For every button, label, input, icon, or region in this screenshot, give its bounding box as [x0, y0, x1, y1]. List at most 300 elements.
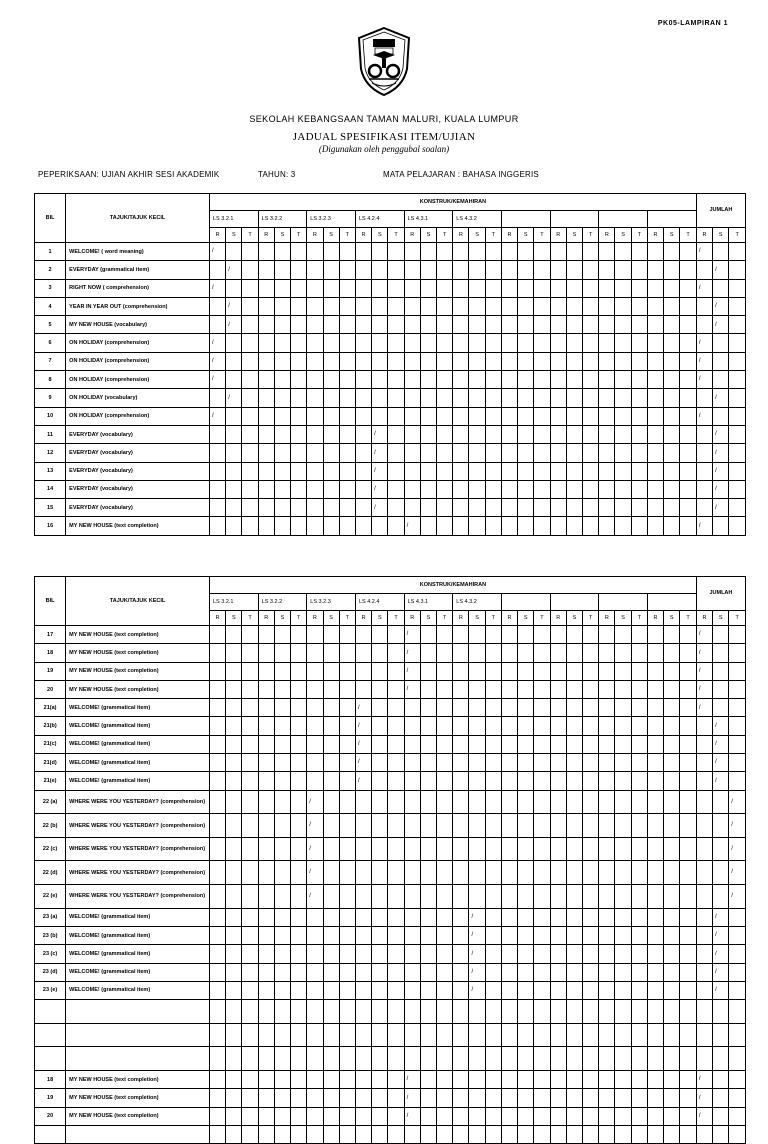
empty-cell — [209, 981, 225, 999]
empty-cell — [534, 261, 550, 279]
empty-cell — [258, 644, 274, 662]
empty-cell — [566, 680, 582, 698]
total-tick-mark: / — [713, 717, 729, 735]
total-tick-mark: / — [713, 444, 729, 462]
empty-cell — [485, 699, 501, 717]
total-tick-mark: / — [713, 499, 729, 517]
empty-cell — [647, 243, 663, 261]
row-topic: ON HOLIDAY (comprehension) — [66, 407, 210, 425]
empty-cell — [664, 717, 680, 735]
empty-cell — [566, 499, 582, 517]
empty-cell — [664, 371, 680, 389]
empty-cell — [615, 261, 631, 279]
empty-cell — [615, 626, 631, 644]
empty-cell — [583, 444, 599, 462]
empty-cell — [566, 981, 582, 999]
empty-cell — [485, 389, 501, 407]
empty-cell — [420, 352, 436, 370]
empty-cell — [274, 1023, 290, 1047]
empty-cell — [550, 261, 566, 279]
total-tick-mark: / — [713, 945, 729, 963]
empty-cell — [323, 1047, 339, 1071]
tick-mark: / — [372, 425, 388, 443]
empty-cell — [469, 407, 485, 425]
tick-mark: / — [226, 316, 242, 334]
level-header: T — [729, 228, 746, 243]
empty-cell — [323, 371, 339, 389]
empty-cell — [323, 389, 339, 407]
empty-cell — [729, 662, 746, 680]
empty-cell — [566, 389, 582, 407]
empty-cell — [583, 462, 599, 480]
table-row — [35, 837, 746, 861]
empty-cell — [453, 945, 469, 963]
empty-cell — [323, 772, 339, 790]
empty-cell — [242, 462, 258, 480]
level-header: T — [339, 611, 355, 626]
empty-cell — [274, 279, 290, 297]
empty-cell — [680, 1125, 697, 1143]
empty-cell — [550, 735, 566, 753]
tick-mark: / — [355, 735, 371, 753]
level-header: R — [258, 611, 274, 626]
empty-cell — [534, 407, 550, 425]
empty-cell — [680, 243, 697, 261]
empty-cell — [599, 480, 615, 498]
empty-cell — [258, 754, 274, 772]
document-title: JADUAL SPESIFIKASI ITEM/UJIAN — [292, 131, 476, 143]
empty-cell — [647, 316, 663, 334]
row-topic: MY NEW HOUSE (text completion) — [66, 1107, 210, 1125]
empty-cell — [583, 261, 599, 279]
level-header: R — [453, 611, 469, 626]
table-row — [35, 717, 746, 735]
empty-cell — [680, 425, 697, 443]
empty-cell — [550, 908, 566, 926]
empty-cell — [713, 1089, 729, 1107]
level-header: T — [437, 228, 453, 243]
empty-cell — [599, 389, 615, 407]
level-header: S — [469, 611, 485, 626]
empty-cell — [696, 425, 712, 443]
row-number: 19 — [35, 1089, 66, 1107]
empty-cell — [420, 334, 436, 352]
empty-cell — [647, 644, 663, 662]
empty-cell — [355, 926, 371, 944]
total-tick-mark: / — [713, 735, 729, 753]
skill-code-header — [501, 211, 550, 228]
empty-cell — [599, 963, 615, 981]
empty-cell — [729, 626, 746, 644]
empty-cell — [501, 1107, 517, 1125]
empty-cell — [550, 1000, 566, 1024]
tick-mark: / — [355, 754, 371, 772]
table-row — [35, 908, 746, 926]
total-tick-mark: / — [713, 462, 729, 480]
empty-cell — [615, 480, 631, 498]
empty-cell — [599, 1089, 615, 1107]
empty-cell — [615, 1125, 631, 1143]
empty-cell — [631, 407, 647, 425]
empty-cell — [355, 499, 371, 517]
empty-cell — [388, 908, 404, 926]
empty-cell — [258, 352, 274, 370]
empty-cell — [599, 316, 615, 334]
row-number: 12 — [35, 444, 66, 462]
empty-cell — [550, 334, 566, 352]
row-number: 16 — [35, 517, 66, 535]
level-header: S — [713, 228, 729, 243]
row-topic: WELCOME! (grammatical item) — [66, 717, 210, 735]
row-number: 21(e) — [35, 772, 66, 790]
empty-cell — [388, 499, 404, 517]
level-header: R — [404, 611, 420, 626]
empty-cell — [372, 981, 388, 999]
empty-cell — [599, 444, 615, 462]
empty-cell — [583, 754, 599, 772]
empty-cell — [631, 885, 647, 909]
empty-cell — [680, 1023, 697, 1047]
empty-cell — [274, 371, 290, 389]
empty-cell — [664, 626, 680, 644]
empty-cell — [226, 1070, 242, 1088]
row-topic: EVERYDAY (vocabulary) — [66, 425, 210, 443]
total-tick-mark: / — [696, 644, 712, 662]
tick-mark: / — [372, 499, 388, 517]
empty-cell — [437, 626, 453, 644]
empty-cell — [583, 772, 599, 790]
empty-cell — [355, 861, 371, 885]
empty-cell — [680, 1000, 697, 1024]
empty-cell — [437, 1070, 453, 1088]
empty-cell — [550, 981, 566, 999]
empty-cell — [453, 316, 469, 334]
skill-code-header: LS 4.3.2 — [453, 594, 502, 611]
empty-cell — [437, 334, 453, 352]
empty-cell — [615, 1000, 631, 1024]
empty-cell — [388, 297, 404, 315]
empty-cell — [713, 517, 729, 535]
empty-cell — [469, 389, 485, 407]
empty-cell — [339, 885, 355, 909]
empty-cell — [437, 861, 453, 885]
empty-cell — [453, 389, 469, 407]
document-subtitle: (Digunakan oleh penggubal soalan) — [318, 144, 450, 154]
table-row — [35, 1107, 746, 1125]
empty-cell — [534, 425, 550, 443]
empty-cell — [615, 754, 631, 772]
empty-cell — [583, 1047, 599, 1071]
empty-cell — [729, 717, 746, 735]
empty-cell — [453, 908, 469, 926]
row-topic: WELCOME! (grammatical item) — [66, 981, 210, 999]
empty-cell — [258, 837, 274, 861]
empty-cell — [647, 1023, 663, 1047]
empty-cell — [615, 963, 631, 981]
empty-cell — [599, 790, 615, 814]
empty-cell — [226, 662, 242, 680]
empty-cell — [550, 480, 566, 498]
empty-cell — [339, 499, 355, 517]
empty-cell — [372, 662, 388, 680]
empty-cell — [209, 790, 225, 814]
empty-cell — [258, 680, 274, 698]
empty-cell — [631, 717, 647, 735]
empty-cell — [469, 1023, 485, 1047]
row-number: 18 — [35, 644, 66, 662]
empty-cell — [258, 772, 274, 790]
empty-cell — [291, 662, 307, 680]
level-header: S — [566, 228, 582, 243]
empty-cell — [291, 861, 307, 885]
empty-cell — [420, 261, 436, 279]
empty-cell — [583, 735, 599, 753]
empty-cell — [258, 480, 274, 498]
empty-cell — [713, 1000, 729, 1024]
level-header: R — [647, 611, 663, 626]
empty-cell — [518, 316, 534, 334]
empty-cell — [209, 462, 225, 480]
row-number: 13 — [35, 462, 66, 480]
empty-cell — [534, 908, 550, 926]
empty-cell — [339, 279, 355, 297]
empty-cell — [209, 945, 225, 963]
empty-cell — [485, 352, 501, 370]
empty-cell — [388, 1047, 404, 1071]
empty-cell — [453, 1089, 469, 1107]
empty-cell — [485, 1070, 501, 1088]
empty-cell — [453, 1000, 469, 1024]
empty-cell — [355, 1089, 371, 1107]
level-header: T — [242, 228, 258, 243]
empty-cell — [274, 261, 290, 279]
empty-cell — [437, 644, 453, 662]
empty-cell — [680, 837, 697, 861]
empty-cell — [631, 462, 647, 480]
empty-cell — [583, 352, 599, 370]
empty-cell — [599, 334, 615, 352]
empty-cell — [339, 926, 355, 944]
empty-cell — [713, 790, 729, 814]
row-topic: YEAR IN YEAR OUT (comprehension) — [66, 297, 210, 315]
total-tick-mark: / — [713, 772, 729, 790]
empty-cell — [274, 517, 290, 535]
table-row — [35, 981, 746, 999]
empty-cell — [518, 772, 534, 790]
empty-cell — [631, 699, 647, 717]
empty-cell — [355, 261, 371, 279]
empty-cell — [631, 662, 647, 680]
empty-cell — [647, 662, 663, 680]
empty-cell — [501, 1047, 517, 1071]
empty-cell — [647, 389, 663, 407]
empty-cell — [534, 680, 550, 698]
empty-cell — [323, 480, 339, 498]
empty-cell — [453, 1023, 469, 1047]
empty-cell — [599, 297, 615, 315]
empty-cell — [258, 1107, 274, 1125]
empty-cell — [583, 334, 599, 352]
empty-cell — [631, 837, 647, 861]
empty-cell — [713, 1107, 729, 1125]
empty-cell — [291, 735, 307, 753]
empty-cell — [680, 885, 697, 909]
empty-cell — [307, 699, 323, 717]
empty-cell — [680, 1047, 697, 1071]
empty-cell — [469, 261, 485, 279]
empty-cell — [372, 352, 388, 370]
empty-cell — [550, 316, 566, 334]
empty-cell — [696, 981, 712, 999]
empty-cell — [274, 772, 290, 790]
empty-cell — [339, 1070, 355, 1088]
tick-mark: / — [355, 699, 371, 717]
empty-cell — [583, 1089, 599, 1107]
empty-cell — [323, 790, 339, 814]
empty-cell — [242, 352, 258, 370]
level-header: S — [323, 611, 339, 626]
empty-cell — [274, 717, 290, 735]
level-header: R — [501, 611, 517, 626]
empty-cell — [550, 680, 566, 698]
empty-cell — [664, 243, 680, 261]
empty-cell — [307, 772, 323, 790]
empty-cell — [566, 1070, 582, 1088]
empty-cell — [355, 407, 371, 425]
empty-cell — [404, 499, 420, 517]
empty-cell — [388, 425, 404, 443]
empty-cell — [437, 814, 453, 838]
empty-cell — [615, 644, 631, 662]
empty-cell — [420, 371, 436, 389]
empty-cell — [355, 1047, 371, 1071]
empty-cell — [226, 462, 242, 480]
spec-table-2 — [34, 576, 746, 1144]
empty-cell — [355, 644, 371, 662]
empty-cell — [242, 389, 258, 407]
empty-cell — [469, 861, 485, 885]
empty-cell — [339, 662, 355, 680]
empty-cell — [729, 462, 746, 480]
empty-cell — [291, 1089, 307, 1107]
row-topic: WHERE WERE YOU YESTERDAY? (comprehension) — [66, 790, 210, 814]
level-header: R — [501, 228, 517, 243]
empty-cell — [242, 316, 258, 334]
row-topic: RIGHT NOW ( comprehension) — [66, 279, 210, 297]
empty-cell — [518, 1047, 534, 1071]
empty-cell — [242, 1107, 258, 1125]
empty-cell — [258, 1000, 274, 1024]
empty-cell — [729, 444, 746, 462]
empty-cell — [550, 462, 566, 480]
empty-cell — [518, 444, 534, 462]
empty-cell — [696, 389, 712, 407]
empty-cell — [696, 297, 712, 315]
table-row — [35, 1000, 746, 1024]
level-header: T — [242, 611, 258, 626]
empty-cell — [437, 389, 453, 407]
empty-cell — [323, 1000, 339, 1024]
table-row — [35, 371, 746, 389]
empty-cell — [242, 425, 258, 443]
empty-cell — [420, 1070, 436, 1088]
empty-cell — [339, 334, 355, 352]
row-topic: EVERYDAY (vocabulary) — [66, 480, 210, 498]
empty-cell — [437, 1089, 453, 1107]
empty-cell — [437, 462, 453, 480]
empty-cell — [291, 261, 307, 279]
row-topic: MY NEW HOUSE (text completion) — [66, 1089, 210, 1107]
table-row — [35, 261, 746, 279]
empty-cell — [323, 1089, 339, 1107]
empty-cell — [518, 1125, 534, 1143]
total-tick-mark: / — [696, 334, 712, 352]
empty-cell — [713, 1023, 729, 1047]
empty-cell — [469, 1047, 485, 1071]
empty-cell — [242, 371, 258, 389]
empty-cell — [437, 837, 453, 861]
empty-cell — [729, 316, 746, 334]
empty-cell — [388, 790, 404, 814]
level-header: T — [291, 611, 307, 626]
level-header: T — [437, 611, 453, 626]
empty-cell — [485, 334, 501, 352]
empty-cell — [566, 517, 582, 535]
empty-cell — [209, 662, 225, 680]
empty-cell — [583, 885, 599, 909]
empty-cell — [291, 352, 307, 370]
level-header: S — [323, 228, 339, 243]
empty-cell — [453, 371, 469, 389]
empty-cell — [485, 261, 501, 279]
empty-cell — [420, 517, 436, 535]
empty-cell — [518, 1000, 534, 1024]
empty-cell — [453, 1107, 469, 1125]
empty-cell — [339, 480, 355, 498]
empty-cell — [355, 680, 371, 698]
empty-cell — [323, 908, 339, 926]
empty-cell — [404, 425, 420, 443]
empty-cell — [680, 908, 697, 926]
empty-cell — [615, 790, 631, 814]
empty-cell — [453, 926, 469, 944]
empty-cell — [339, 389, 355, 407]
empty-cell — [388, 316, 404, 334]
empty-cell — [307, 662, 323, 680]
empty-cell — [291, 837, 307, 861]
empty-cell — [307, 334, 323, 352]
empty-cell — [664, 316, 680, 334]
empty-cell — [469, 316, 485, 334]
empty-cell — [518, 837, 534, 861]
empty-cell — [680, 699, 697, 717]
empty-cell — [550, 662, 566, 680]
empty-cell — [404, 908, 420, 926]
empty-cell — [291, 926, 307, 944]
empty-cell — [226, 861, 242, 885]
empty-cell — [696, 837, 712, 861]
empty-cell — [274, 699, 290, 717]
spec-table-1 — [34, 193, 746, 536]
empty-cell — [729, 945, 746, 963]
empty-cell — [258, 717, 274, 735]
total-tick-mark: / — [729, 861, 746, 885]
total-tick-mark: / — [713, 261, 729, 279]
row-number: 23 (c) — [35, 945, 66, 963]
empty-cell — [291, 680, 307, 698]
empty-cell — [615, 425, 631, 443]
skill-code-header: LS 4.3.1 — [404, 594, 453, 611]
